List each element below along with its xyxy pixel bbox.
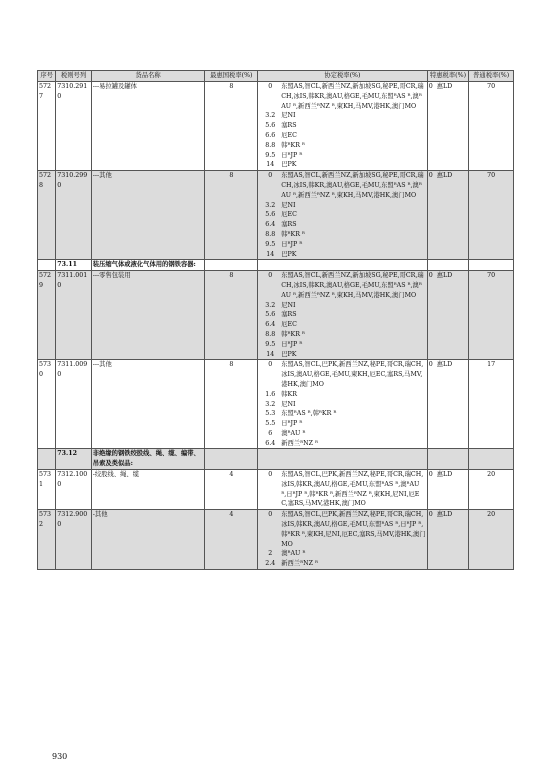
agreement-countries: 塞RS (281, 221, 297, 229)
table-body (38, 82, 514, 570)
special-country: 惠LD (436, 361, 453, 369)
agreement-countries: 韩ᴿKR ᴿ (281, 330, 305, 338)
agreement-rate: 8.8 (265, 141, 276, 149)
header-agreement: 协定税率(%) (258, 71, 427, 82)
agreement-line (259, 111, 425, 121)
seq-cell (38, 260, 56, 271)
agreement-line (259, 151, 425, 161)
special-rate: 0 (428, 471, 433, 479)
agreement-countries: 东盟AS,智CL,新西兰NZ,新加坡SG,秘PE,哥CR,瑞CH,冰IS,韩KR,澳AU,格GE,毛MU,东盟ᴿAS ᴿ,澳ᴿAU ᴿ,新西兰ᴿNZ ᴿ,柬KH,马MV,港HK,澳门MO (281, 83, 424, 110)
agreement-rate: 8.8 (265, 230, 276, 238)
mfn-cell: 8 (205, 271, 258, 360)
name-cell: 装压缩气体或液化气体用的钢铁容器: (91, 260, 205, 271)
agreement-rate: 9.5 (265, 151, 276, 159)
general-cell: 70 (469, 271, 514, 360)
agreement-countries: 日ᴿJP ᴿ (281, 340, 303, 348)
agreement-rate: 6.4 (265, 221, 276, 229)
general-cell (469, 260, 514, 271)
agreement-rate: 0 (268, 83, 273, 90)
agreement-cell (258, 171, 427, 260)
code-cell: 7311.0090 (56, 360, 92, 449)
agreement-line (259, 360, 425, 389)
mfn-cell: 8 (205, 360, 258, 449)
mfn-cell (205, 449, 258, 470)
agreement-line (259, 340, 425, 350)
agreement-rate: 6 (268, 429, 273, 437)
agreement-countries: 韩ᴿKR ᴿ (281, 141, 305, 149)
agreement-countries: 巴PK (281, 350, 297, 358)
agreement-rate: 8.8 (265, 330, 276, 338)
agreement-line (259, 310, 425, 320)
agreement-cell (258, 360, 427, 449)
agreement-line (259, 559, 425, 569)
header-name: 货品名称 (91, 71, 205, 82)
agreement-rate: 5.6 (265, 311, 276, 319)
agreement-countries: 巴PK (281, 250, 297, 258)
page-number: 930 (52, 752, 68, 761)
mfn-cell: 8 (205, 82, 258, 171)
agreement-line (259, 82, 425, 111)
code-cell: 7311.0010 (56, 271, 92, 360)
seq-cell: 5728 (38, 171, 56, 260)
agreement-countries: 塞RS (281, 122, 297, 130)
general-cell: 17 (469, 360, 514, 449)
agreement-line (259, 160, 425, 170)
name-cell: -其他 (91, 510, 205, 570)
agreement-line (259, 201, 425, 211)
agreement-rate: 14 (266, 350, 275, 358)
agreement-line (259, 390, 425, 400)
section-row (38, 260, 514, 271)
special-country: 惠LD (436, 272, 453, 280)
agreement-countries: 日ᴿJP ᴿ (281, 151, 303, 159)
header-row (38, 71, 514, 82)
special-rate: 0 (428, 172, 433, 180)
agreement-line (259, 230, 425, 240)
agreement-line (259, 131, 425, 141)
special-country: 惠LD (436, 83, 453, 90)
table-row (38, 171, 514, 260)
name-cell: ---易拉罐及罐体 (91, 82, 205, 171)
special-cell (427, 360, 469, 449)
agreement-rate: 3.2 (265, 301, 276, 309)
agreement-rate: 6.4 (265, 439, 276, 447)
agreement-line (259, 220, 425, 230)
code-cell: 7312.9000 (56, 510, 92, 570)
agreement-countries: 新西兰ᴿNZ ᴿ (281, 560, 318, 568)
agreement-countries: 尼NI (281, 400, 296, 408)
agreement-countries: 东盟AS,智CL,巴PK,新西兰NZ,秘PE,哥CR,瑞CH,冰IS,澳AU,格GE,毛MU,柬KH,厄EC,塞RS,马MV,港HK,澳门MO (281, 361, 424, 388)
table-row (38, 82, 514, 171)
agreement-rate: 0 (268, 361, 273, 369)
agreement-countries: 尼NI (281, 201, 296, 209)
agreement-rate: 5.6 (265, 122, 276, 130)
agreement-rate: 3.2 (265, 400, 276, 408)
agreement-line (259, 271, 425, 300)
agreement-rate: 9.5 (265, 340, 276, 348)
name-cell: 非绝缘的钢铁绞股线、绳、缆、编带、吊索及类似品: (91, 449, 205, 470)
mfn-cell: 4 (205, 470, 258, 510)
general-cell: 70 (469, 82, 514, 171)
agreement-line (259, 171, 425, 200)
agreement-rate: 9.5 (265, 240, 276, 248)
agreement-rate: 6.6 (265, 131, 276, 139)
special-cell (427, 260, 469, 271)
agreement-line (259, 250, 425, 260)
agreement-line (259, 141, 425, 151)
special-cell (427, 82, 469, 171)
agreement-rate: 0 (268, 511, 273, 519)
header-code: 税则号列 (56, 71, 92, 82)
agreement-countries: 澳ᴿAU ᴿ (281, 429, 306, 437)
agreement-countries: 东盟AS,智CL,巴PK,新西兰NZ,秘PE,哥CR,瑞CH,冰IS,韩KR,澳AU,格GE,毛MU,东盟ᴿAS ᴿ,日ᴿJP ᴿ,韩ᴿKR ᴿ,柬KH,尼NI,厄EC,塞RS,马MV,港HK,澳门MO (281, 511, 426, 548)
agreement-line (259, 429, 425, 439)
special-rate: 0 (428, 361, 433, 369)
special-cell (427, 449, 469, 470)
agreement-countries: 日ᴿJP ᴿ (281, 420, 303, 428)
agreement-rate: 3.2 (265, 201, 276, 209)
agreement-rate: 5.5 (265, 420, 276, 428)
special-rate: 0 (428, 272, 433, 280)
agreement-rate: 5.6 (265, 211, 276, 219)
agreement-line (259, 510, 425, 549)
special-cell (427, 510, 469, 570)
agreement-countries: 塞RS (281, 311, 297, 319)
agreement-rate: 14 (266, 161, 275, 169)
special-country: 惠LD (436, 471, 453, 479)
agreement-countries: 东盟ᴿAS ᴿ,韩ᴿKR ᴿ (281, 410, 337, 418)
seq-cell (38, 449, 56, 470)
seq-cell: 5729 (38, 271, 56, 360)
code-cell: 73.11 (56, 260, 92, 271)
code-cell: 7312.1000 (56, 470, 92, 510)
agreement-line (259, 419, 425, 429)
name-cell: ---其他 (91, 360, 205, 449)
mfn-cell (205, 260, 258, 271)
general-cell (469, 449, 514, 470)
agreement-rate: 0 (268, 272, 273, 280)
agreement-cell (258, 470, 427, 510)
agreement-rate: 1.6 (265, 390, 276, 398)
name-cell: ---零售包装用 (91, 271, 205, 360)
agreement-rate: 0 (268, 172, 273, 180)
agreement-cell (258, 449, 427, 470)
name-cell: -绞股线、绳、缆 (91, 470, 205, 510)
special-cell (427, 171, 469, 260)
agreement-rate: 14 (266, 250, 275, 258)
agreement-countries: 尼NI (281, 301, 296, 309)
agreement-cell (258, 510, 427, 570)
special-country: 惠LD (436, 511, 453, 519)
agreement-line (259, 439, 425, 449)
table-row (38, 510, 514, 570)
mfn-cell: 4 (205, 510, 258, 570)
agreement-countries: 巴PK (281, 161, 297, 169)
code-cell: 7310.2910 (56, 82, 92, 171)
agreement-line (259, 320, 425, 330)
agreement-line (259, 470, 425, 509)
agreement-cell (258, 260, 427, 271)
agreement-countries: 东盟AS,智CL,新西兰NZ,新加坡SG,秘PE,哥CR,瑞CH,冰IS,韩KR,澳AU,格GE,毛MU,东盟ᴿAS ᴿ,澳ᴿAU ᴿ,新西兰ᴿNZ ᴿ,柬KH,马MV,港HK,澳门MO (281, 172, 424, 199)
agreement-countries: 日ᴿJP ᴿ (281, 240, 303, 248)
agreement-countries: 厄EC (281, 211, 297, 219)
special-cell (427, 271, 469, 360)
special-rate: 0 (428, 83, 433, 90)
agreement-countries: 尼NI (281, 112, 296, 120)
section-row (38, 449, 514, 470)
table-row (38, 470, 514, 510)
agreement-countries: 韩KR (281, 390, 297, 398)
agreement-rate: 6.4 (265, 321, 276, 329)
table-row (38, 360, 514, 449)
agreement-line (259, 210, 425, 220)
seq-cell: 5727 (38, 82, 56, 171)
code-cell: 73.12 (56, 449, 92, 470)
agreement-rate: 0 (268, 471, 273, 479)
tariff-table (37, 70, 514, 570)
seq-cell: 5730 (38, 360, 56, 449)
agreement-cell (258, 82, 427, 171)
seq-cell: 5732 (38, 510, 56, 570)
agreement-line (259, 330, 425, 340)
header-mfn: 最惠国税率(%) (205, 71, 258, 82)
header-seq: 序号 (38, 71, 56, 82)
agreement-rate: 5.3 (265, 410, 276, 418)
agreement-countries: 东盟AS,智CL,巴PK,新西兰NZ,秘PE,哥CR,瑞CH,冰IS,韩KR,澳AU,格GE,毛MU,东盟ᴿAS ᴿ,澳ᴿAU ᴿ,日ᴿJP ᴿ,韩ᴿKR ᴿ,新西兰ᴿNZ ᴿ,柬KH,尼NI,厄EC,塞RS,马MV,港HK,澳门MO (281, 471, 424, 508)
agreement-rate: 3.2 (265, 112, 276, 120)
header-special: 特惠税率(%) (427, 71, 469, 82)
agreement-line (259, 121, 425, 131)
general-cell: 20 (469, 470, 514, 510)
table-row (38, 271, 514, 360)
agreement-countries: 厄EC (281, 131, 297, 139)
header-general: 普通税率(%) (469, 71, 514, 82)
agreement-line (259, 400, 425, 410)
general-cell: 70 (469, 171, 514, 260)
agreement-cell (258, 271, 427, 360)
agreement-rate: 2.4 (265, 560, 276, 568)
special-country: 惠LD (436, 172, 453, 180)
seq-cell: 5731 (38, 470, 56, 510)
agreement-line (259, 409, 425, 419)
agreement-countries: 东盟AS,智CL,新西兰NZ,新加坡SG,秘PE,哥CR,瑞CH,冰IS,韩KR,澳AU,格GE,毛MU,东盟ᴿAS ᴿ,澳ᴿAU ᴿ,新西兰ᴿNZ ᴿ,柬KH,马MV,港HK,澳门MO (281, 272, 424, 299)
agreement-line (259, 350, 425, 360)
agreement-line (259, 240, 425, 250)
code-cell: 7310.2990 (56, 171, 92, 260)
agreement-countries: 韩ᴿKR ᴿ (281, 230, 305, 238)
special-rate: 0 (428, 511, 433, 519)
name-cell: ---其他 (91, 171, 205, 260)
agreement-countries: 新西兰ᴿNZ ᴿ (281, 439, 318, 447)
agreement-countries: 澳ᴿAU ᴿ (281, 550, 306, 558)
general-cell: 20 (469, 510, 514, 570)
agreement-rate: 2 (268, 550, 273, 558)
agreement-line (259, 549, 425, 559)
agreement-line (259, 301, 425, 311)
agreement-countries: 厄EC (281, 321, 297, 329)
special-cell (427, 470, 469, 510)
mfn-cell: 8 (205, 171, 258, 260)
